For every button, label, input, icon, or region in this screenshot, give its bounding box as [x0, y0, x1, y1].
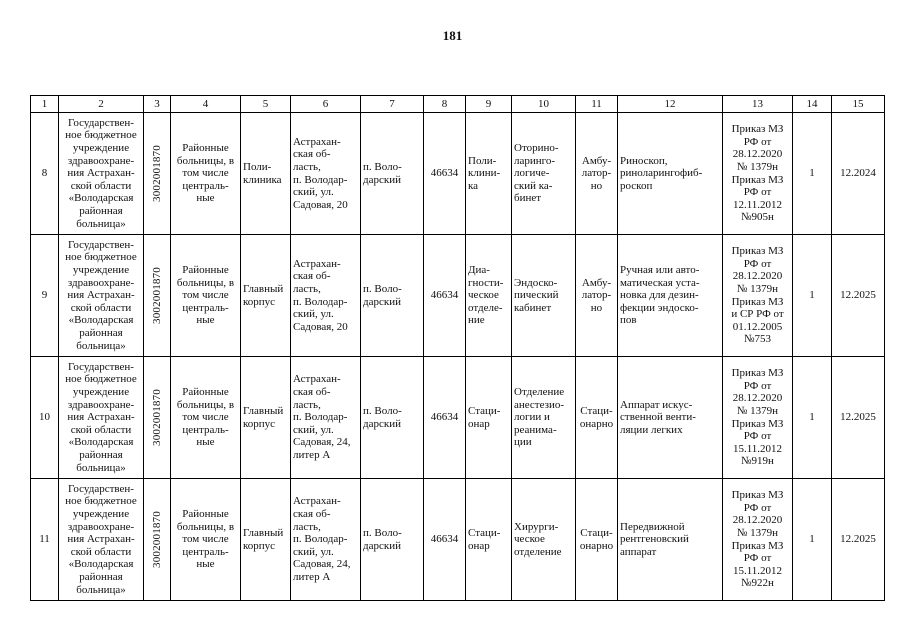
column-header: 5	[241, 96, 291, 113]
column-header: 12	[618, 96, 723, 113]
settlement-cell: п. Воло- дарский	[361, 479, 424, 601]
column-header: 6	[291, 96, 361, 113]
inn-value: 3002001870	[150, 389, 163, 446]
row-number-cell: 8	[31, 113, 59, 235]
quantity-cell: 1	[793, 235, 832, 357]
address-cell: Астрахан- ская об- ласть, п. Володар- ский, ул. Садовая, 24, литер А	[291, 479, 361, 601]
header-row	[31, 96, 885, 113]
settlement-cell: п. Воло- дарский	[361, 357, 424, 479]
column-header: 14	[793, 96, 832, 113]
inn-cell	[144, 479, 171, 601]
unit-cell: Отделение анестезио- логии и реанима- ции	[512, 357, 576, 479]
equipment-cell: Ручная или авто- матическая уста- новка для дезин- фекции эндоско- пов	[618, 235, 723, 357]
column-header: 3	[144, 96, 171, 113]
column-header: 7	[361, 96, 424, 113]
building-cell: Главный корпус	[241, 357, 291, 479]
oktmo-cell: 46634	[424, 235, 466, 357]
institution-type-cell: Районные больницы, в том числе централь- ные	[171, 113, 241, 235]
institution-type-cell: Районные больницы, в том числе централь- ные	[171, 479, 241, 601]
page-number: 181	[442, 28, 463, 43]
department-cell: Поли- клини- ка	[466, 113, 512, 235]
building-cell: Главный корпус	[241, 235, 291, 357]
date-cell: 12.2025	[832, 357, 885, 479]
organization-cell: Государствен- ное бюджетное учреждение здравоохране- ния Астрахан- ской области «Володарская районная больница»	[59, 479, 144, 601]
regulation-cell: Приказ МЗ РФ от 28.12.2020 № 1379н Приказ МЗ и СР РФ от 01.12.2005 №753	[723, 235, 793, 357]
column-header: 8	[424, 96, 466, 113]
quantity-cell: 1	[793, 113, 832, 235]
table-row	[31, 113, 885, 235]
inn-cell	[144, 113, 171, 235]
inn-value: 3002001870	[150, 145, 163, 202]
table-row	[31, 235, 885, 357]
institution-type-cell: Районные больницы, в том числе централь- ные	[171, 235, 241, 357]
column-header: 2	[59, 96, 144, 113]
settlement-cell: п. Воло- дарский	[361, 113, 424, 235]
unit-cell: Хирурги- ческое отделение	[512, 479, 576, 601]
building-cell: Поли- клиника	[241, 113, 291, 235]
column-header: 10	[512, 96, 576, 113]
equipment-cell: Риноскоп, риноларингофиб- роскоп	[618, 113, 723, 235]
column-header: 11	[576, 96, 618, 113]
inn-cell	[144, 357, 171, 479]
table-row	[31, 479, 885, 601]
address-cell: Астрахан- ская об- ласть, п. Володар- ский, ул. Садовая, 24, литер А	[291, 357, 361, 479]
organization-cell: Государствен- ное бюджетное учреждение здравоохране- ния Астрахан- ской области «Володарская районная больница»	[59, 113, 144, 235]
care-mode-cell: Стаци- онарно	[576, 479, 618, 601]
column-header: 13	[723, 96, 793, 113]
building-cell: Главный корпус	[241, 479, 291, 601]
unit-cell: Оторино- ларинго- логиче- ский ка- бинет	[512, 113, 576, 235]
care-mode-cell: Стаци- онарно	[576, 357, 618, 479]
quantity-cell: 1	[793, 357, 832, 479]
inn-value: 3002001870	[150, 511, 163, 568]
department-cell: Стаци- онар	[466, 479, 512, 601]
regulation-cell: Приказ МЗ РФ от 28.12.2020 № 1379н Приказ МЗ РФ от 15.11.2012 №922н	[723, 479, 793, 601]
row-number-cell: 11	[31, 479, 59, 601]
column-header: 1	[31, 96, 59, 113]
table-row	[31, 357, 885, 479]
equipment-cell: Передвижной рентгеновский аппарат	[618, 479, 723, 601]
equipment-table	[30, 95, 885, 601]
care-mode-cell: Амбу- латор- но	[576, 235, 618, 357]
oktmo-cell: 46634	[424, 357, 466, 479]
column-header: 15	[832, 96, 885, 113]
inn-value: 3002001870	[150, 267, 163, 324]
organization-cell: Государствен- ное бюджетное учреждение здравоохране- ния Астрахан- ской области «Володарская районная больница»	[59, 235, 144, 357]
address-cell: Астрахан- ская об- ласть, п. Володар- ский, ул. Садовая, 20	[291, 113, 361, 235]
organization-cell: Государствен- ное бюджетное учреждение здравоохране- ния Астрахан- ской области «Володарская районная больница»	[59, 357, 144, 479]
institution-type-cell: Районные больницы, в том числе централь- ные	[171, 357, 241, 479]
settlement-cell: п. Воло- дарский	[361, 235, 424, 357]
unit-cell: Эндоско- пический кабинет	[512, 235, 576, 357]
department-cell: Стаци- онар	[466, 357, 512, 479]
regulation-cell: Приказ МЗ РФ от 28.12.2020 № 1379н Приказ МЗ РФ от 12.11.2012 №905н	[723, 113, 793, 235]
date-cell: 12.2025	[832, 235, 885, 357]
column-header: 9	[466, 96, 512, 113]
row-number-cell: 9	[31, 235, 59, 357]
row-number-cell: 10	[31, 357, 59, 479]
oktmo-cell: 46634	[424, 479, 466, 601]
department-cell: Диа- гности- ческое отделе- ние	[466, 235, 512, 357]
inn-cell	[144, 235, 171, 357]
quantity-cell: 1	[793, 479, 832, 601]
address-cell: Астрахан- ская об- ласть, п. Володар- ский, ул. Садовая, 20	[291, 235, 361, 357]
care-mode-cell: Амбу- латор- но	[576, 113, 618, 235]
date-cell: 12.2025	[832, 479, 885, 601]
column-header: 4	[171, 96, 241, 113]
date-cell: 12.2024	[832, 113, 885, 235]
regulation-cell: Приказ МЗ РФ от 28.12.2020 № 1379н Приказ МЗ РФ от 15.11.2012 №919н	[723, 357, 793, 479]
table-body	[31, 96, 885, 601]
equipment-cell: Аппарат искус- ственной венти- ляции легких	[618, 357, 723, 479]
oktmo-cell: 46634	[424, 113, 466, 235]
